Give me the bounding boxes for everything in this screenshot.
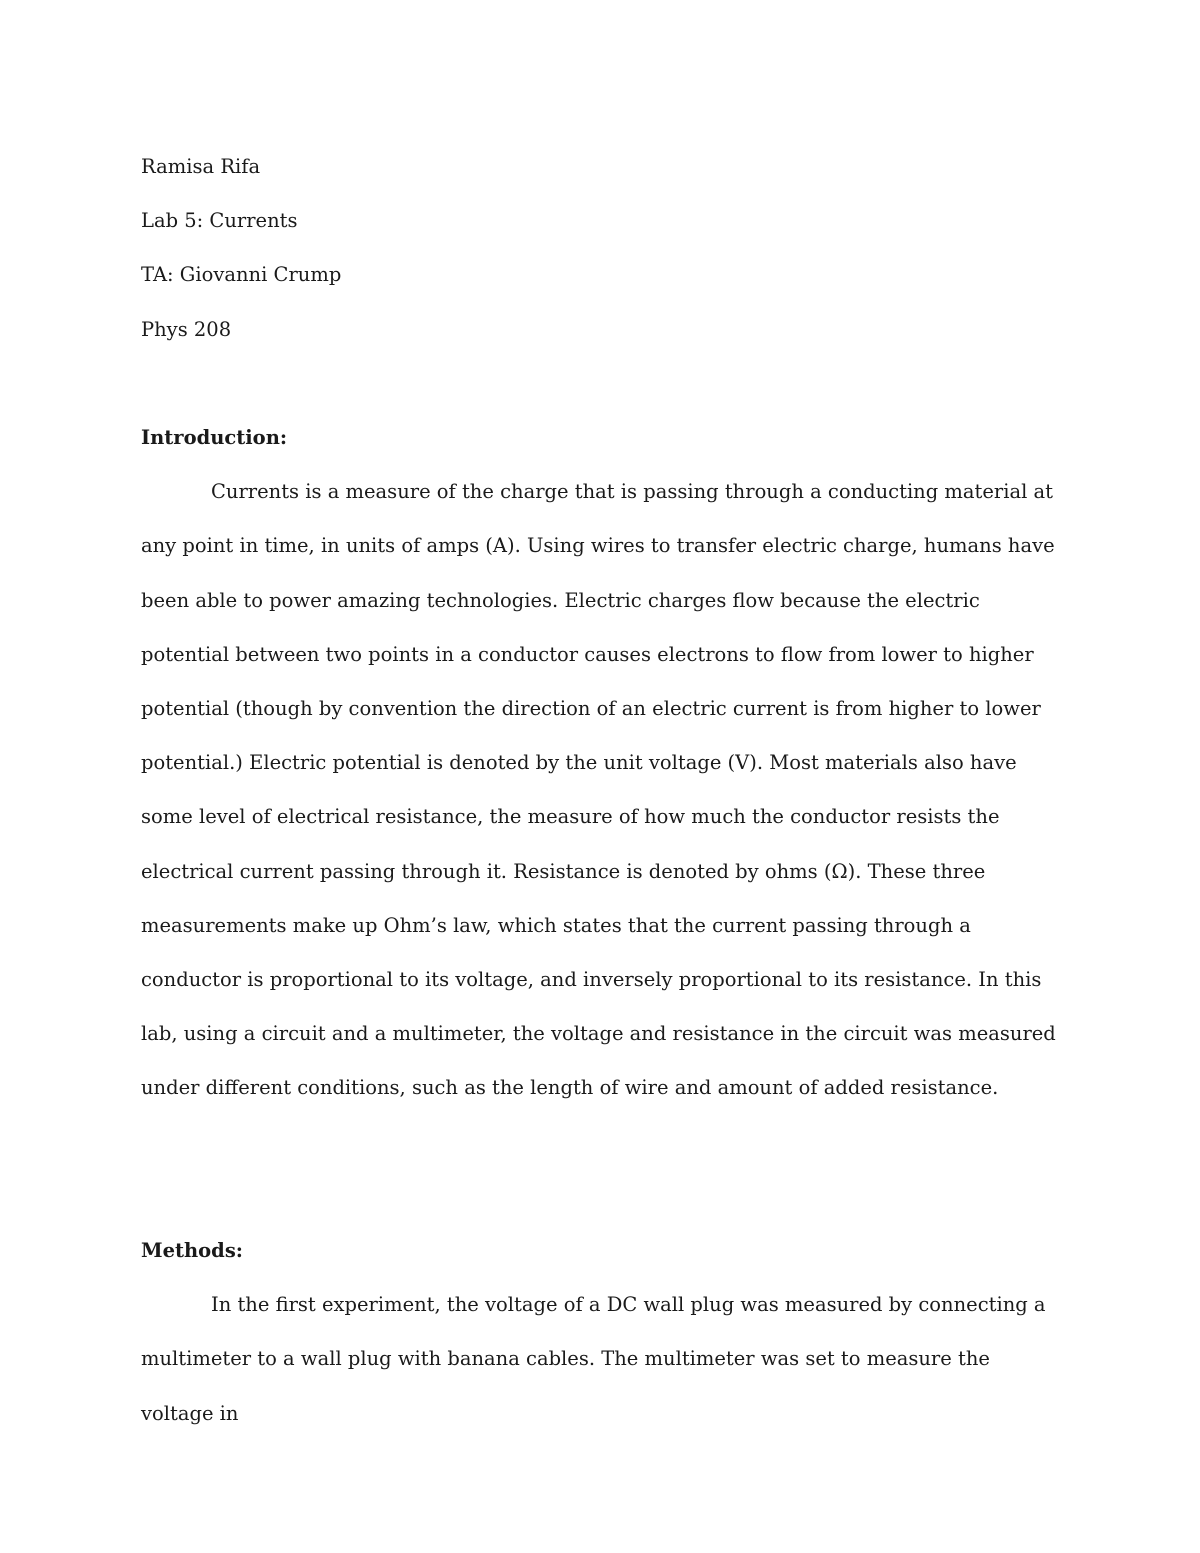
course-code: Phys 208 [141,317,232,341]
introduction-heading: Introduction: [141,425,288,449]
document-body [141,140,1059,1441]
lab-title: Lab 5: Currents [141,209,298,233]
introduction-paragraph: Currents is a measure of the charge that is passing through a conducting material at any point in time, in units of amps (A). Using wires to transfer electric charge, humans have been able to power amazing technologies. Electric charges flow because the electric potential between two points in a conductor causes electrons to flow from lower to higher potential (though by convention the direction of an electric current is from higher to lower potential.) Electric potential is denoted by the unit voltage (V). Most materials also have some level of electrical resistance, the measure of how much the conductor resists the electrical current passing through it. Resistance is denoted by ohms (Ω). These three measurements make up Ohm’s law, which states that the current passing through a conductor is proportional to its voltage, and inversely proportional to its resistance. In this lab, using a circuit and a multimeter, the voltage and resistance in the circuit was measured under different conditions, such as the length of wire and amount of added resistance. [141,480,1056,1100]
methods-paragraph: In the first experiment, the voltage of a DC wall plug was measured by connecting a multimeter to a wall plug with banana cables. The multimeter was set to measure the voltage in [141,1293,1046,1425]
blank-line [141,357,1059,411]
methods-heading: Methods: [141,1238,243,1262]
blank-lines [141,1116,1059,1224]
author-name: Ramisa Rifa [141,155,261,178]
ta-name: TA: Giovanni Crump [141,263,342,287]
